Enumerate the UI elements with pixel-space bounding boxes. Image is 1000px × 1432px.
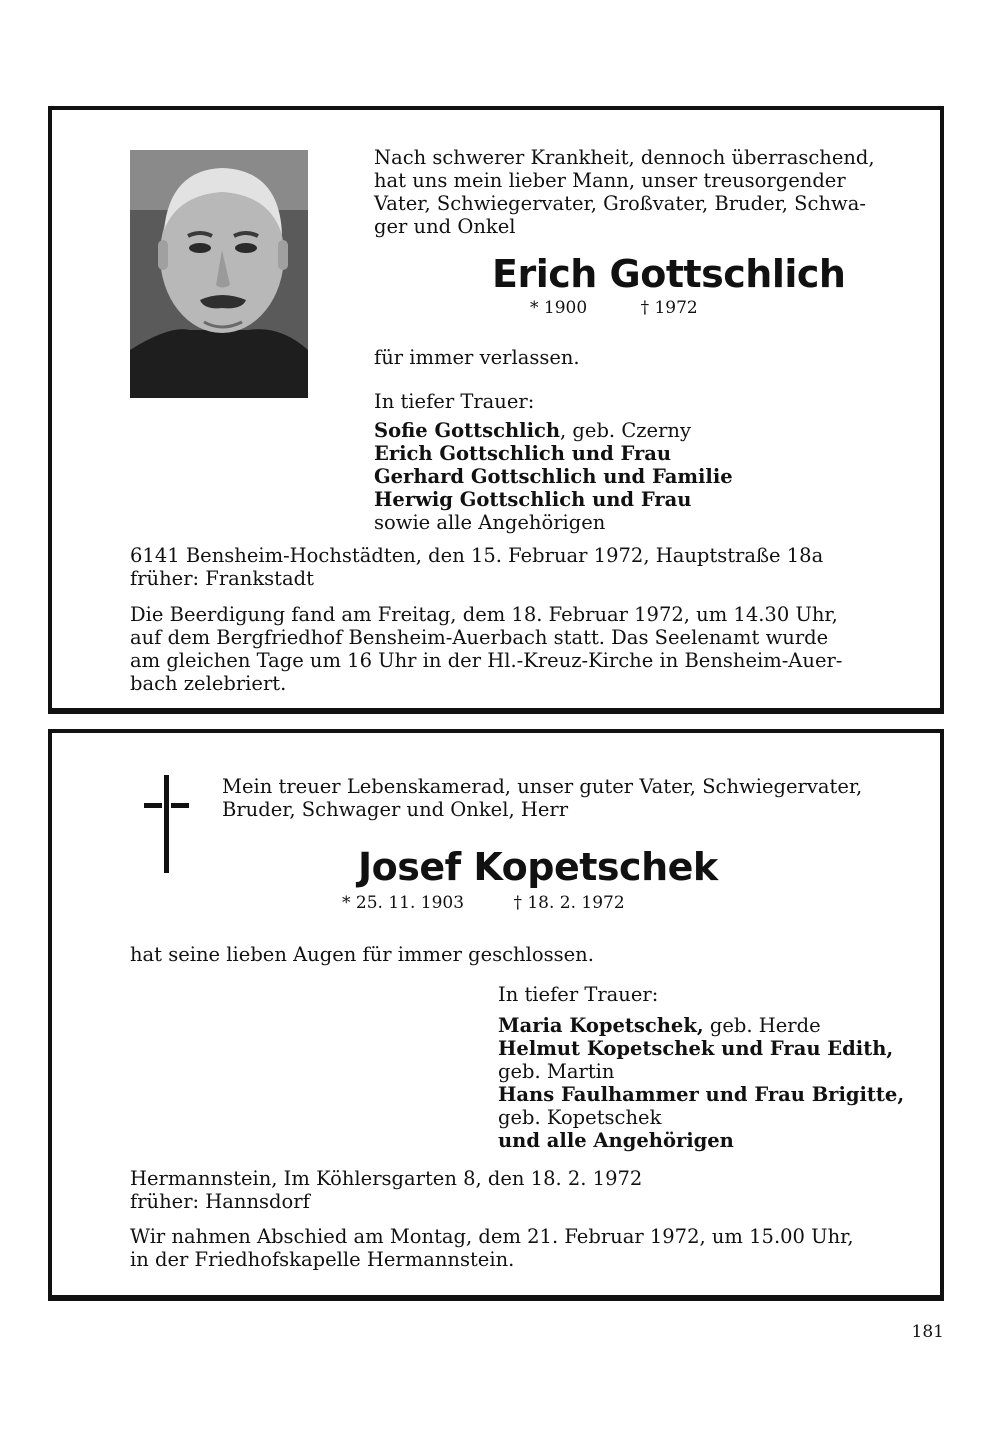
- funeral-line: auf dem Bergfriedhof Bensheim-Auerbach statt. Das Seelenamt wurde: [130, 626, 829, 649]
- portrait-photo-image: [130, 150, 308, 398]
- deceased-name: Josef Kopetschek: [358, 845, 718, 889]
- intro-line-4: ger und Onkel: [374, 215, 516, 238]
- portrait-photo: [130, 150, 308, 398]
- mourner-name: Sofie Gottschlich: [374, 419, 561, 442]
- obituary-notice-josef-kopetschek: [48, 729, 944, 1301]
- intro-line-2: hat uns mein lieber Mann, unser treusorgender: [374, 169, 846, 192]
- mourner-line: [374, 511, 605, 534]
- mourner-line: [374, 442, 671, 465]
- mourning-heading: In tiefer Trauer:: [374, 390, 535, 413]
- deceased-name: Erich Gottschlich: [492, 252, 846, 296]
- mourner-line: [374, 419, 691, 442]
- mourner-line: [498, 1106, 661, 1129]
- mourner-detail: geb. Herde: [703, 1014, 821, 1037]
- mourner-line: [374, 488, 691, 511]
- mourner-name: Hans Faulhammer und Frau Brigitte,: [498, 1083, 905, 1106]
- intro-line-3: Vater, Schwiegervater, Großvater, Bruder, Schwa-: [374, 192, 866, 215]
- birth-date: * 1900: [530, 298, 588, 318]
- farewell-line: Wir nahmen Abschied am Montag, dem 21. Februar 1972, um 15.00 Uhr,: [130, 1225, 854, 1248]
- life-dates: [342, 893, 625, 913]
- mourner-line: [498, 1083, 904, 1106]
- mourner-name: Maria Kopetschek,: [498, 1014, 704, 1037]
- mourner-name: und alle Angehörigen: [498, 1129, 734, 1152]
- death-date: † 18. 2. 1972: [513, 893, 625, 913]
- mourner-name: Helmut Kopetschek und Frau Edith,: [498, 1037, 894, 1060]
- closing-line: hat seine lieben Augen für immer geschlossen.: [130, 943, 594, 966]
- mourner-line: [498, 1014, 821, 1037]
- life-dates: [530, 298, 698, 318]
- mourner-detail: sowie alle Angehörigen: [374, 511, 606, 534]
- mourner-line: [498, 1060, 614, 1083]
- mourning-heading: In tiefer Trauer:: [498, 983, 659, 1006]
- mourner-line: [498, 1129, 734, 1152]
- funeral-line: bach zelebriert.: [130, 672, 287, 695]
- mourner-detail: geb. Martin: [498, 1060, 615, 1083]
- cross-icon: [144, 775, 194, 873]
- mourner-detail: , geb. Czerny: [560, 419, 691, 442]
- mourner-line: [498, 1037, 893, 1060]
- mourner-detail: geb. Kopetschek: [498, 1106, 662, 1129]
- birth-date: * 25. 11. 1903: [342, 893, 465, 913]
- former-residence: früher: Hannsdorf: [130, 1190, 310, 1213]
- funeral-line: Die Beerdigung fand am Freitag, dem 18. Februar 1972, um 14.30 Uhr,: [130, 603, 838, 626]
- funeral-line: am gleichen Tage um 16 Uhr in der Hl.-Kreuz-Kirche in Bensheim-Auer-: [130, 649, 843, 672]
- closing-line: für immer verlassen.: [374, 346, 580, 369]
- intro-line-1: Mein treuer Lebenskamerad, unser guter Vater, Schwiegervater,: [222, 775, 863, 798]
- mourner-name: Gerhard Gottschlich und Familie: [374, 465, 733, 488]
- intro-line-2: Bruder, Schwager und Onkel, Herr: [222, 798, 569, 821]
- death-date: † 1972: [640, 298, 698, 318]
- intro-line-1: Nach schwerer Krankheit, dennoch überraschend,: [374, 146, 875, 169]
- mourner-name: Herwig Gottschlich und Frau: [374, 488, 692, 511]
- page-number: 181: [911, 1322, 944, 1342]
- address-line: 6141 Bensheim-Hochstädten, den 15. Februar 1972, Hauptstraße 18a: [130, 544, 824, 567]
- mourner-name: Erich Gottschlich und Frau: [374, 442, 672, 465]
- mourner-line: [374, 465, 733, 488]
- address-line: Hermannstein, Im Köhlersgarten 8, den 18. 2. 1972: [130, 1167, 643, 1190]
- obituary-notice-erich-gottschlich: [48, 106, 944, 714]
- farewell-line: in der Friedhofskapelle Hermannstein.: [130, 1248, 515, 1271]
- former-residence: früher: Frankstadt: [130, 567, 314, 590]
